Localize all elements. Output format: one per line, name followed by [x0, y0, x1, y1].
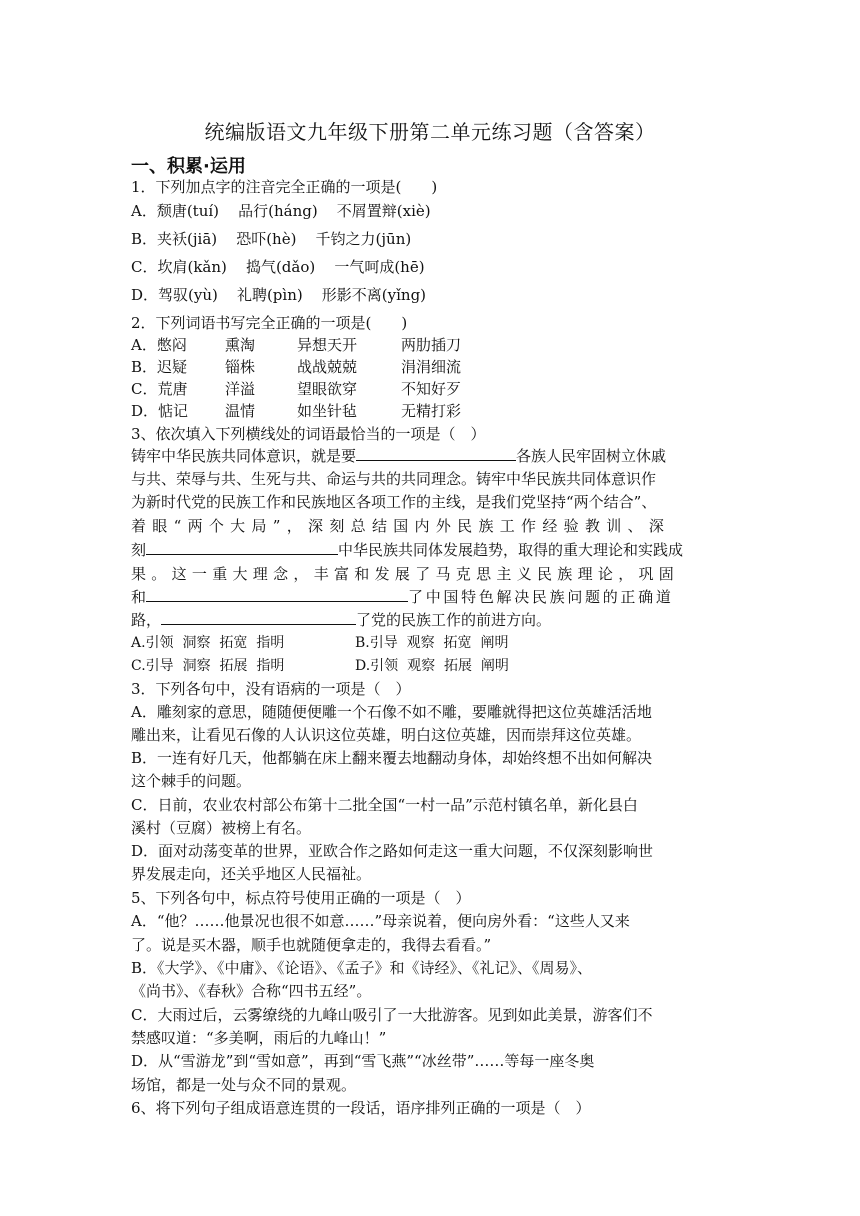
q1-d-2: 礼聘(pìn) [236, 286, 303, 304]
q2-d-2: 温情 [225, 402, 256, 420]
q1-a-3: 不屑置辩(xiè) [336, 202, 431, 220]
q2-b-3: 战战兢兢 [297, 358, 358, 376]
q3a-option-a: A.引领 洞察 拓宽 指明 [131, 635, 285, 651]
q1-stem: 1．下列加点字的注音完全正确的一项是( ) [131, 178, 438, 196]
q2-a-3: 异想天开 [297, 336, 358, 354]
q1-b-1: B．夹袄(jiā) [131, 230, 218, 248]
q6-stem: 6、将下列句子组成语意连贯的一段话，语序排列正确的一项是（ ） [131, 1099, 591, 1117]
q3a-text: 了中国特色解决民族问题的正确道 [408, 588, 674, 606]
q1-option-b [131, 229, 411, 249]
q3b-b-line-2: 这个棘手的问题。 [131, 772, 252, 790]
q5-b-line-1: B．《大学》、《中庸》、《论语》、《孟子》和《诗经》、《礼记》、《周易》、 [131, 959, 593, 977]
q3b-b-line-1: B．一连有好几天，他都躺在床上翻来覆去地翻动身体，却始终想不出如何解决 [131, 749, 653, 767]
q3a-line-5 [131, 540, 683, 560]
fill-blank-4 [161, 610, 356, 625]
q3b-c-line-1: C．日前，农业农村部公布第十二批全国“一村一品”示范村镇名单，新化县白 [131, 796, 638, 814]
q3a-text: 铸牢中华民族共同体意识，就是要 [131, 447, 357, 465]
q1-a-2: 品行(háng) [238, 202, 318, 220]
q3a-line-8 [131, 610, 551, 630]
q2-option-d [131, 401, 461, 421]
q5-b-line-2: 《尚书》、《春秋》合称“四书五经”。 [131, 982, 372, 1000]
q5-c-line-2: 禁感叹道：“多美啊，雨后的九峰山！” [131, 1029, 387, 1047]
q2-a-1: A．憋闷 [131, 336, 187, 354]
q3b-d-line-2: 界发展走向，还关乎地区人民福祉。 [131, 865, 372, 883]
q2-c-1: C．荒唐 [131, 380, 188, 398]
q2-c-2: 洋溢 [225, 380, 256, 398]
q3b-a-line-2: 雕出来，让看见石像的人认识这位英雄，明白这位英雄，因而崇拜这位英雄。 [131, 726, 642, 744]
q2-option-b [131, 357, 461, 377]
fill-blank-3 [146, 587, 408, 602]
q3a-option-d: D.引领 观察 拓展 阐明 [355, 658, 509, 674]
q3a-line-4: 着眼“两个大局”，深刻总结国内外民族工作经验教训、深 [131, 517, 671, 535]
q3a-text: 中华民族共同体发展趋势，取得的重大理论和实践成 [338, 541, 684, 559]
document-title: 统编版语文九年级下册第二单元练习题（含答案） [204, 120, 656, 144]
q3b-a-line-1: A．雕刻家的意思，随随便便雕一个石像不如不雕，要雕就得把这位英雄活活地 [131, 703, 652, 721]
q1-b-2: 恐吓(hè) [236, 230, 297, 248]
q5-a-line-1: A．“他？……他景况也很不如意……”母亲说着，便向房外看：“这些人又来 [131, 912, 630, 930]
q3a-option-c: C.引导 洞察 拓展 指明 [131, 658, 285, 674]
q2-c-3: 望眼欲穿 [297, 380, 358, 398]
q2-b-1: B．迟疑 [131, 358, 188, 376]
q3a-text: 路， [131, 611, 162, 629]
q3b-d-line-1: D．面对动荡变革的世界，亚欧合作之路如何走这一重大问题，不仅深刻影响世 [131, 842, 654, 860]
q2-stem: 2．下列词语书写完全正确的一项是( ) [131, 314, 408, 332]
q3a-text: 和 [131, 588, 147, 606]
q1-option-c [131, 257, 425, 277]
q1-option-a [131, 201, 431, 221]
q3a-options-cd [131, 656, 509, 676]
fill-blank-2 [146, 540, 338, 555]
q5-d-line-2: 场馆，都是一处与众不同的景观。 [131, 1076, 357, 1094]
q1-c-3: 一气呵成(hē) [334, 258, 425, 276]
fill-blank-1 [356, 446, 516, 461]
q5-c-line-1: C．大雨过后，云雾缭绕的九峰山吸引了一大批游客。见到如此美景，游客们不 [131, 1006, 653, 1024]
q2-b-2: 锱株 [225, 358, 256, 376]
q1-b-3: 千钧之力(jūn) [315, 230, 412, 248]
q2-option-a [131, 335, 461, 355]
q1-c-1: C．坎肩(kǎn) [131, 258, 227, 276]
q2-option-c [131, 379, 461, 399]
q2-b-4: 涓涓细流 [401, 358, 462, 376]
q1-d-1: D．驾驭(yù) [131, 286, 218, 304]
q5-a-line-2: 了。说是买木器，顺手也就随便拿走的，我得去看看。” [131, 936, 492, 954]
q3a-options-ab [131, 633, 508, 653]
q1-a-1: A．颓唐(tuí) [131, 202, 220, 220]
q2-d-3: 如坐针毡 [297, 402, 358, 420]
q5-d-line-1: D．从“雪游龙”到“雪如意”，再到“雪飞燕”“冰丝带”……等每一座冬奥 [131, 1052, 595, 1070]
q5-stem: 5、下列各句中，标点符号使用正确的一项是（ ） [131, 889, 471, 907]
q3a-text: 刻 [131, 541, 147, 559]
q1-option-d [131, 285, 426, 305]
q3a-stem: 3、依次填入下列横线处的词语最恰当的一项是（ ） [131, 425, 486, 443]
q2-d-4: 无精打彩 [401, 402, 462, 420]
q3a-line-2: 与共、荣辱与共、生死与共、命运与共的共同理念。铸牢中华民族共同体意识作 [131, 470, 657, 488]
q3b-c-line-2: 溪村（豆腐）被榜上有名。 [131, 819, 312, 837]
q3a-line-3: 为新时代党的民族工作和民族地区各项工作的主线，是我们党坚持“两个结合”、 [131, 493, 657, 511]
q2-a-4: 两肋插刀 [401, 336, 462, 354]
q3a-text: 了党的民族工作的前进方向。 [356, 611, 552, 629]
q2-d-1: D．惦记 [131, 402, 189, 420]
section-heading: 一、积累·运用 [131, 156, 246, 177]
q3a-line-6: 果。这一重大理念，丰富和发展了马克思主义民族理论，巩固 [131, 565, 680, 583]
q3a-line-7 [131, 587, 674, 607]
q1-d-3: 形影不离(yǐng) [321, 286, 427, 304]
q3a-text: 各族人民牢固树立休戚 [516, 447, 667, 465]
q3b-stem: 3．下列各句中，没有语病的一项是（ ） [131, 680, 411, 698]
q2-a-2: 熏淘 [225, 336, 256, 354]
q3a-line-1 [131, 446, 666, 466]
q1-c-2: 捣气(dǎo) [245, 258, 316, 276]
q3a-option-b: B.引导 观察 拓宽 阐明 [355, 635, 509, 651]
q2-c-4: 不知好歹 [401, 380, 462, 398]
